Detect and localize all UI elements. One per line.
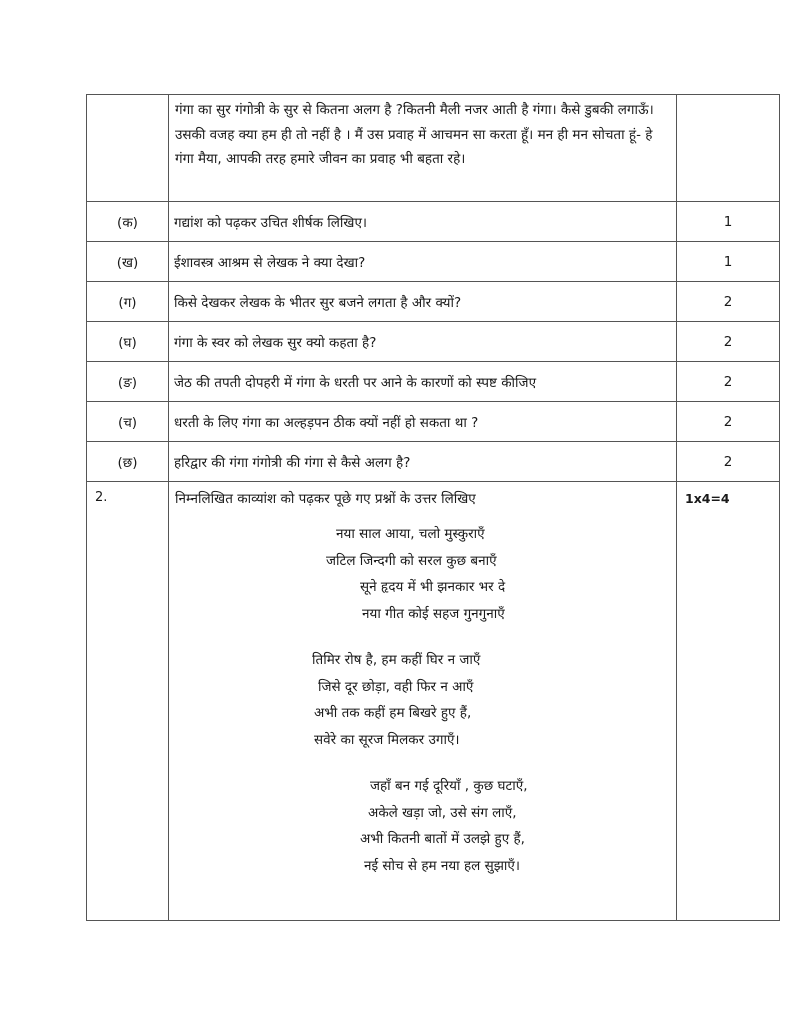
poem-stanza <box>312 647 676 753</box>
section-marks: 1x4=4 <box>677 482 780 921</box>
question-paper-page <box>86 94 779 921</box>
question-marks: 1 <box>677 202 780 242</box>
question-marks: 1 <box>677 242 780 282</box>
question-marks: 2 <box>677 442 780 482</box>
poem-line: नया गीत कोई सहज गुनगुनाएँ <box>362 605 505 622</box>
poem-stanza <box>360 773 676 879</box>
passage-marks-cell <box>677 95 780 202</box>
question-marks: 2 <box>677 402 780 442</box>
poem-stanza <box>326 521 676 627</box>
section-number: 2. <box>87 482 169 921</box>
question-text: हरिद्वार की गंगा गंगोत्री की गंगा से कैसे अलग है? <box>169 442 677 482</box>
poem-line: तिमिर रोष है, हम कहीं घिर न जाएँ <box>312 652 481 668</box>
section-instruction: निम्नलिखित काव्यांश को पढ़कर पूछे गए प्रश्नों के उत्तर लिखिए <box>175 491 476 507</box>
question-text: गंगा के स्वर को लेखक सुर क्यो कहता है? <box>169 322 677 362</box>
question-marks: 2 <box>677 282 780 322</box>
poem-line: जटिल जिन्दगी को सरल कुछ बनाएँ <box>326 552 497 569</box>
question-row <box>87 202 780 242</box>
question-marks: 2 <box>677 362 780 402</box>
question-row <box>87 242 780 282</box>
question-row <box>87 442 780 482</box>
poem-line: नई सोच से हम नया हल सुझाएँ। <box>364 857 520 874</box>
section-2-row <box>87 482 780 921</box>
question-label: (ग) <box>87 282 169 322</box>
passage-row <box>87 95 780 202</box>
passage-text: गंगा का सुर गंगोत्री के सुर से कितना अलग है ?कितनी मैली नजर आती है गंगा। कैसे डुबकी लगाऊँ। उसकी वजह क्या हम ही तो नहीं है । मैं उस प्रवाह में आचमन सा करता हूँ। मन ही मन सोचता हूं- हे गंगा मैया, आपकी तरह हमारे जीवन का प्रवाह भी बहता रहे। <box>169 95 677 202</box>
poem-line: अकेले खड़ा जो, उसे संग लाएँ, <box>368 804 517 821</box>
passage-number-cell <box>87 95 169 202</box>
question-label: (क) <box>87 202 169 242</box>
question-row <box>87 402 780 442</box>
question-label: (ङ) <box>87 362 169 402</box>
question-label: (च) <box>87 402 169 442</box>
poem-line: जिसे दूर छोड़ा, वही फिर न आएँ <box>318 678 474 695</box>
question-text: जेठ की तपती दोपहरी में गंगा के धरती पर आने के कारणों को स्पष्ट कीजिए <box>169 362 677 402</box>
poem-line: अभी कितनी बातों में उलझे हुए हैं, <box>360 831 525 847</box>
question-label: (घ) <box>87 322 169 362</box>
poem-line: सवेरे का सूरज मिलकर उगाएँ। <box>314 731 460 748</box>
question-text: धरती के लिए गंगा का अल्हड़पन ठीक क्यों नहीं हो सकता था ? <box>169 402 677 442</box>
poem-line: सूने हृदय में भी झनकार भर दे <box>360 579 506 595</box>
question-row <box>87 282 780 322</box>
poem-line: जहाँ बन गई दूरियाँ , कुछ घटाएँ, <box>370 778 528 794</box>
question-row <box>87 362 780 402</box>
poem-line: नया साल आया, चलो मुस्कुराएँ <box>336 526 485 542</box>
question-row <box>87 322 780 362</box>
poem-cell <box>169 482 677 921</box>
question-table <box>86 94 780 921</box>
question-text: ईशावस्त्र आश्रम से लेखक ने क्या देखा? <box>169 242 677 282</box>
question-text: गद्यांश को पढ़कर उचित शीर्षक लिखिए। <box>169 202 677 242</box>
poem-line: अभी तक कहीं हम बिखरे हुए हैं, <box>314 705 472 721</box>
question-label: (छ) <box>87 442 169 482</box>
question-marks: 2 <box>677 322 780 362</box>
question-text: किसे देखकर लेखक के भीतर सुर बजने लगता है और क्यों? <box>169 282 677 322</box>
question-label: (ख) <box>87 242 169 282</box>
